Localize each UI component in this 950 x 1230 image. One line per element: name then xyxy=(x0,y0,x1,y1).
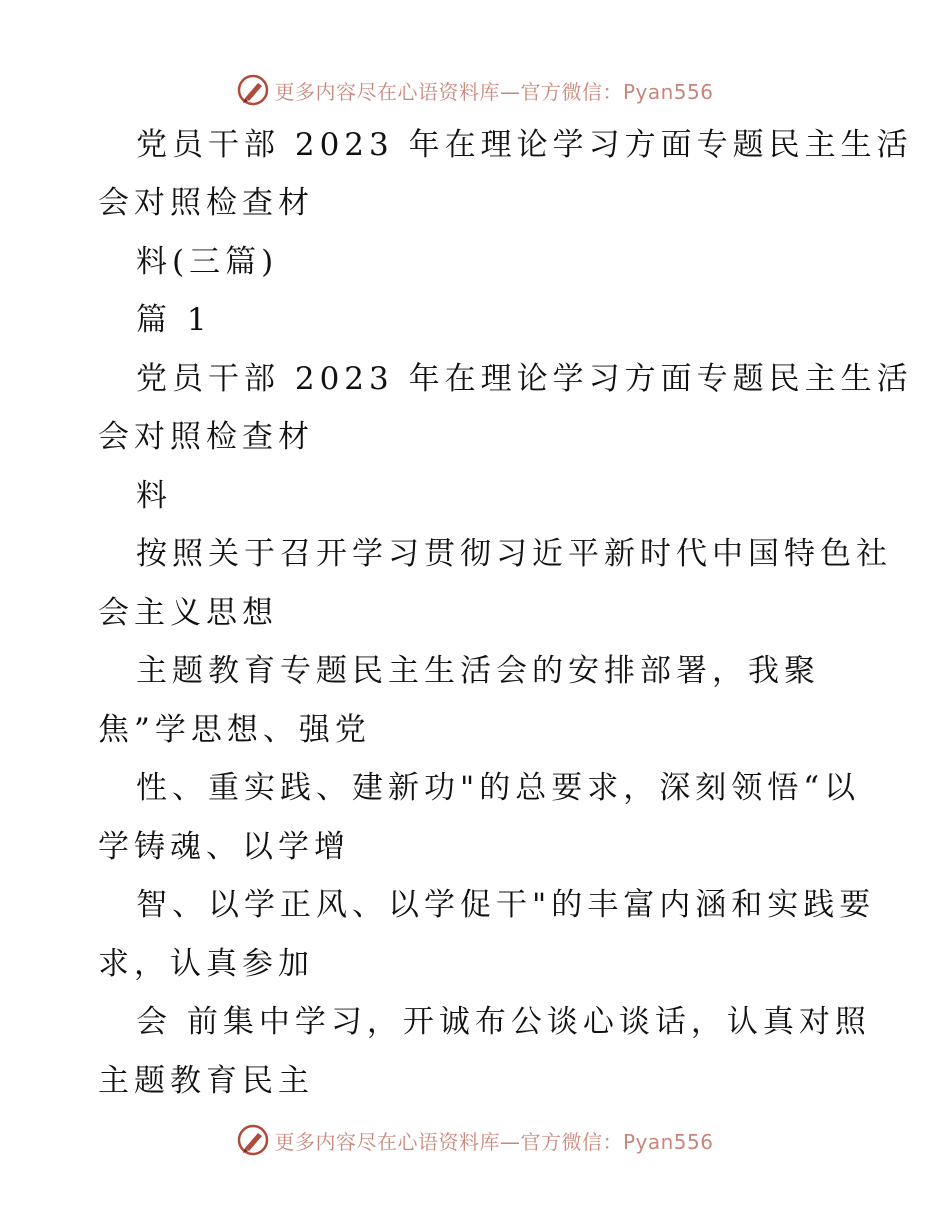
text-line: 学铸魂、以学增 xyxy=(98,829,350,865)
text-line: 篇 1 xyxy=(136,302,212,338)
text-line: 焦”学思想、强党 xyxy=(98,712,371,748)
text-line: 料(三篇) xyxy=(136,244,279,280)
text-line: 会 前集中学习，开诚布公谈心谈话，认真对照 xyxy=(136,1004,871,1040)
text-line: 按照关于召开学习贯彻习近平新时代中国特色社 xyxy=(136,536,892,572)
text-line: 智、以学正风、以学促干"的丰富内涵和实践要 xyxy=(136,887,876,923)
pen-circle-logo-icon xyxy=(236,73,270,107)
text-line: 会对照检查材 xyxy=(98,185,314,221)
text-line: 党员干部 2023 年在理论学习方面专题民主生活 xyxy=(136,127,913,163)
text-line: 主题教育专题民主生活会的安排部署，我聚 xyxy=(136,653,820,689)
text-line: 会主义思想 xyxy=(98,595,278,631)
text-line: 求，认真参加 xyxy=(98,946,314,982)
text-line: 党员干部 2023 年在理论学习方面专题民主生活 xyxy=(136,361,913,397)
header-banner xyxy=(0,70,950,110)
text-line: 性、重实践、建新功"的总要求，深刻领悟“以 xyxy=(136,770,861,806)
text-line: 主题教育民主 xyxy=(98,1063,314,1099)
footer-banner xyxy=(0,1120,950,1160)
header-banner-text: 更多内容尽在心语资料库—官方微信：Pyan556 xyxy=(274,79,714,104)
pen-circle-logo-icon xyxy=(236,1123,270,1157)
text-line: 会对照检查材 xyxy=(98,419,314,455)
footer-banner-text: 更多内容尽在心语资料库—官方微信：Pyan556 xyxy=(274,1129,714,1154)
text-line: 料 xyxy=(136,478,172,514)
